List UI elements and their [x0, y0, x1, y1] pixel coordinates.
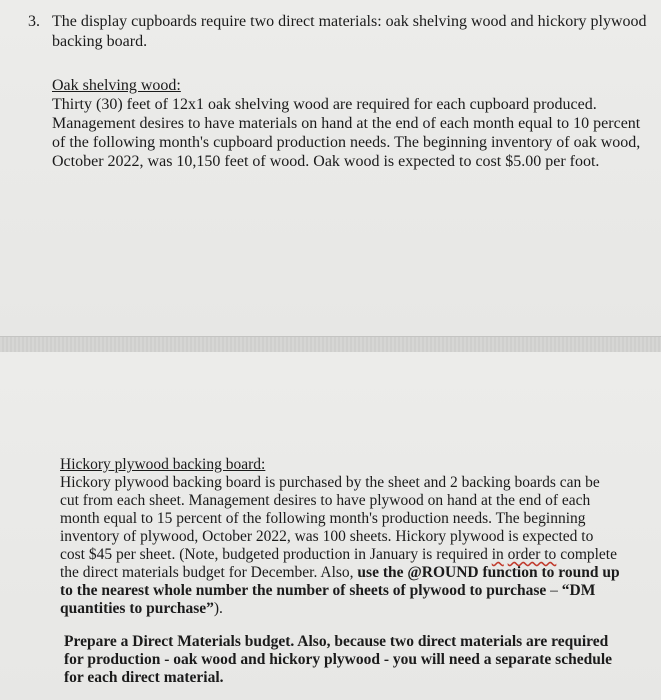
hickory-body-close: ).: [213, 600, 223, 617]
oak-heading: Oak shelving wood:: [52, 77, 181, 94]
round-instruction: use the @ROUND function to round up to the nearest whole number the number of sheets of plywood to purchase: [60, 564, 620, 599]
hickory-heading: Hickory plywood backing board:: [60, 456, 266, 473]
question-text: The display cupboards require two direct materials: oak shelving wood and hickory plywood backing board.: [52, 13, 647, 50]
hickory-section: [60, 456, 620, 618]
oak-section: [52, 76, 642, 171]
hickory-body-dash: –: [546, 582, 562, 599]
prepare-instruction: Prepare a Direct Materials budget. Also, because two direct materials are required for production - oak wood and hickory plywood - you will need a separate schedule for each direct material.: [64, 633, 613, 686]
hickory-body-text-1: Hickory plywood backing board is purchased by the sheet and 2 backing boards can be cut from each sheet. Management desires to have plywood on hand at the end of each month equal to 15 percent of the following month's production needs. The beginning inventory of plywood, October 2022, was 100 sheets. Hickory plywood is expected to cost $45 per sheet. (Note, budgeted production in January is required: [60, 474, 600, 563]
question-number: 3.: [28, 13, 40, 30]
spellcheck-word-in: in: [491, 546, 504, 563]
question-3: [28, 12, 648, 52]
dm-quantities-label: “DM quantities to purchase”: [60, 582, 596, 617]
spellcheck-phrase-order-to: order to: [507, 546, 557, 563]
hickory-body: [60, 474, 620, 618]
hickory-body-text-2: complete the direct materials budget for December. Also,: [60, 546, 617, 581]
oak-body: Thirty (30) feet of 12x1 oak shelving wood are required for each cupboard produced. Management desires to have materials on hand at the end of each month equal to 10 percent of the following month's cupboard production needs. The beginning inventory of oak wood, October 2022, was 10,150 feet of wood. Oak wood is expected to cost $5.00 per foot.: [52, 96, 641, 170]
